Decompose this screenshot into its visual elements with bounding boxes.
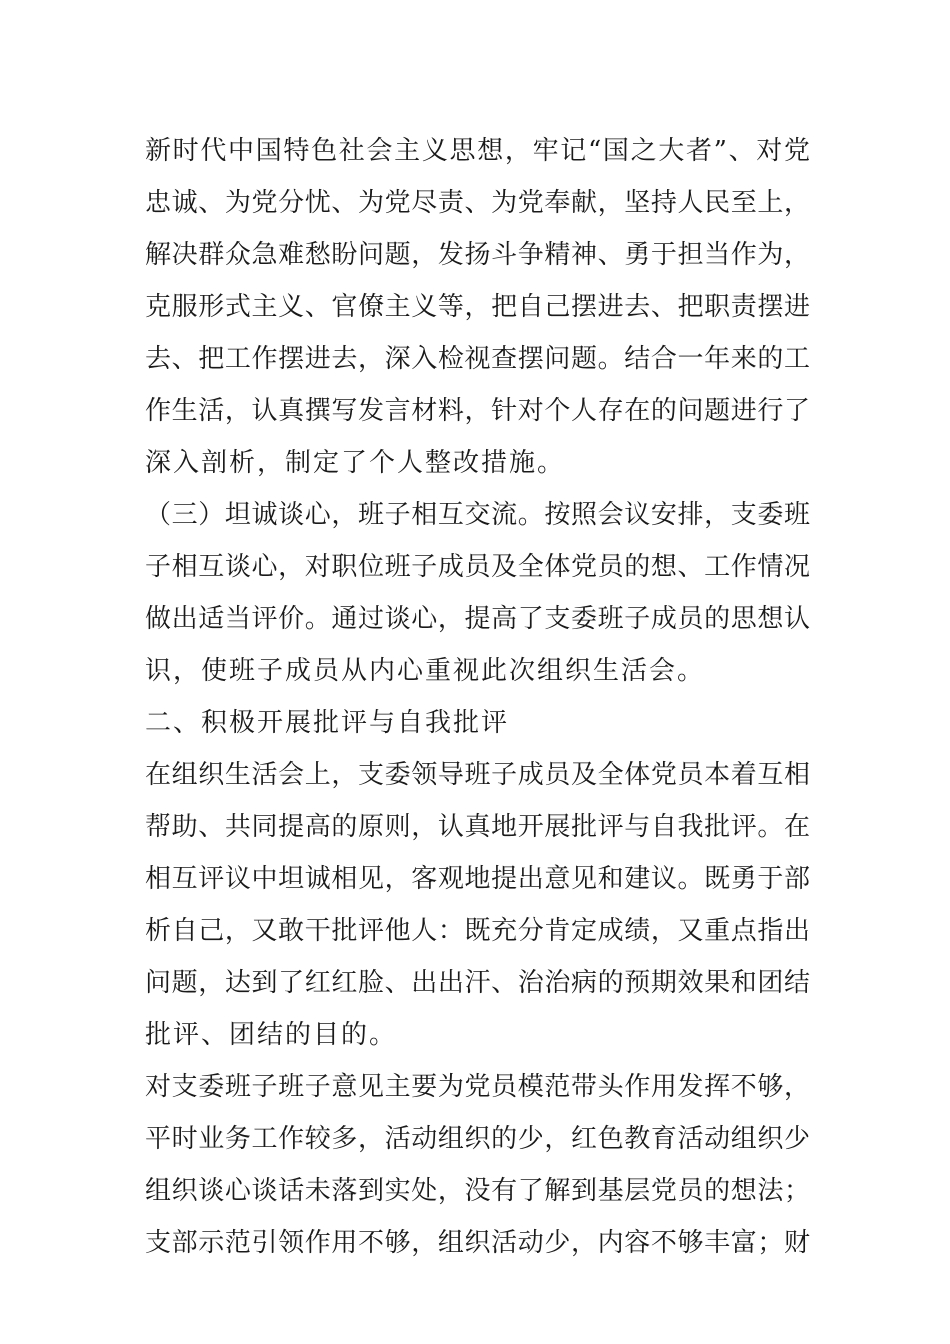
text-line: 解决群众急难愁盼问题，发扬斗争精神、勇于担当作为， (145, 240, 810, 270)
text-line: 深入剖析，制定了个人整改措施。 (145, 448, 566, 478)
text-line: 相互评议中坦诚相见，客观地提出意见和建议。既勇于部 (145, 864, 810, 894)
text-line: 克服形式主义、官僚主义等，把自己摆进去、把职责摆进 (145, 292, 810, 322)
text-line: 新时代中国特色社会主义思想，牢记“国之大者”、对党 (145, 136, 810, 166)
section-heading: 二、积极开展批评与自我批评 (145, 708, 510, 738)
text-line: 去、把工作摆进去，深入检视查摆问题。结合一年来的工 (145, 344, 810, 374)
text-line: 做出适当评价。通过谈心，提高了支委班子成员的思想认 (145, 604, 810, 634)
text-line: （三）坦诚谈心，班子相互交流。按照会议安排，支委班 (145, 500, 810, 530)
text-line: 组织谈心谈话未落到实处，没有了解到基层党员的想法； (145, 1176, 810, 1206)
text-line: 帮助、共同提高的原则，认真地开展批评与自我批评。在 (145, 812, 810, 842)
text-line: 对支委班子班子意见主要为党员模范带头作用发挥不够， (145, 1072, 810, 1102)
text-line: 作生活，认真撰写发言材料，针对个人存在的问题进行了 (145, 396, 810, 426)
text-line: 忠诚、为党分忧、为党尽责、为党奉献，坚持人民至上， (145, 188, 810, 218)
text-line: 问题，达到了红红脸、出出汗、治治病的预期效果和团结 (145, 968, 810, 998)
text-line: 支部示范引领作用不够，组织活动少，内容不够丰富；财 (145, 1228, 810, 1258)
text-line: 批评、团结的目的。 (145, 1020, 398, 1050)
text-line: 在组织生活会上，支委领导班子成员及全体党员本着互相 (145, 760, 810, 790)
text-line: 识，使班子成员从内心重视此次组织生活会。 (145, 656, 706, 686)
text-line: 子相互谈心，对职位班子成员及全体党员的想、工作情况 (145, 552, 810, 582)
text-line: 析自己，又敢干批评他人：既充分肯定成绩，又重点指出 (145, 916, 810, 946)
text-line: 平时业务工作较多，活动组织的少，红色教育活动组织少 (145, 1124, 810, 1154)
